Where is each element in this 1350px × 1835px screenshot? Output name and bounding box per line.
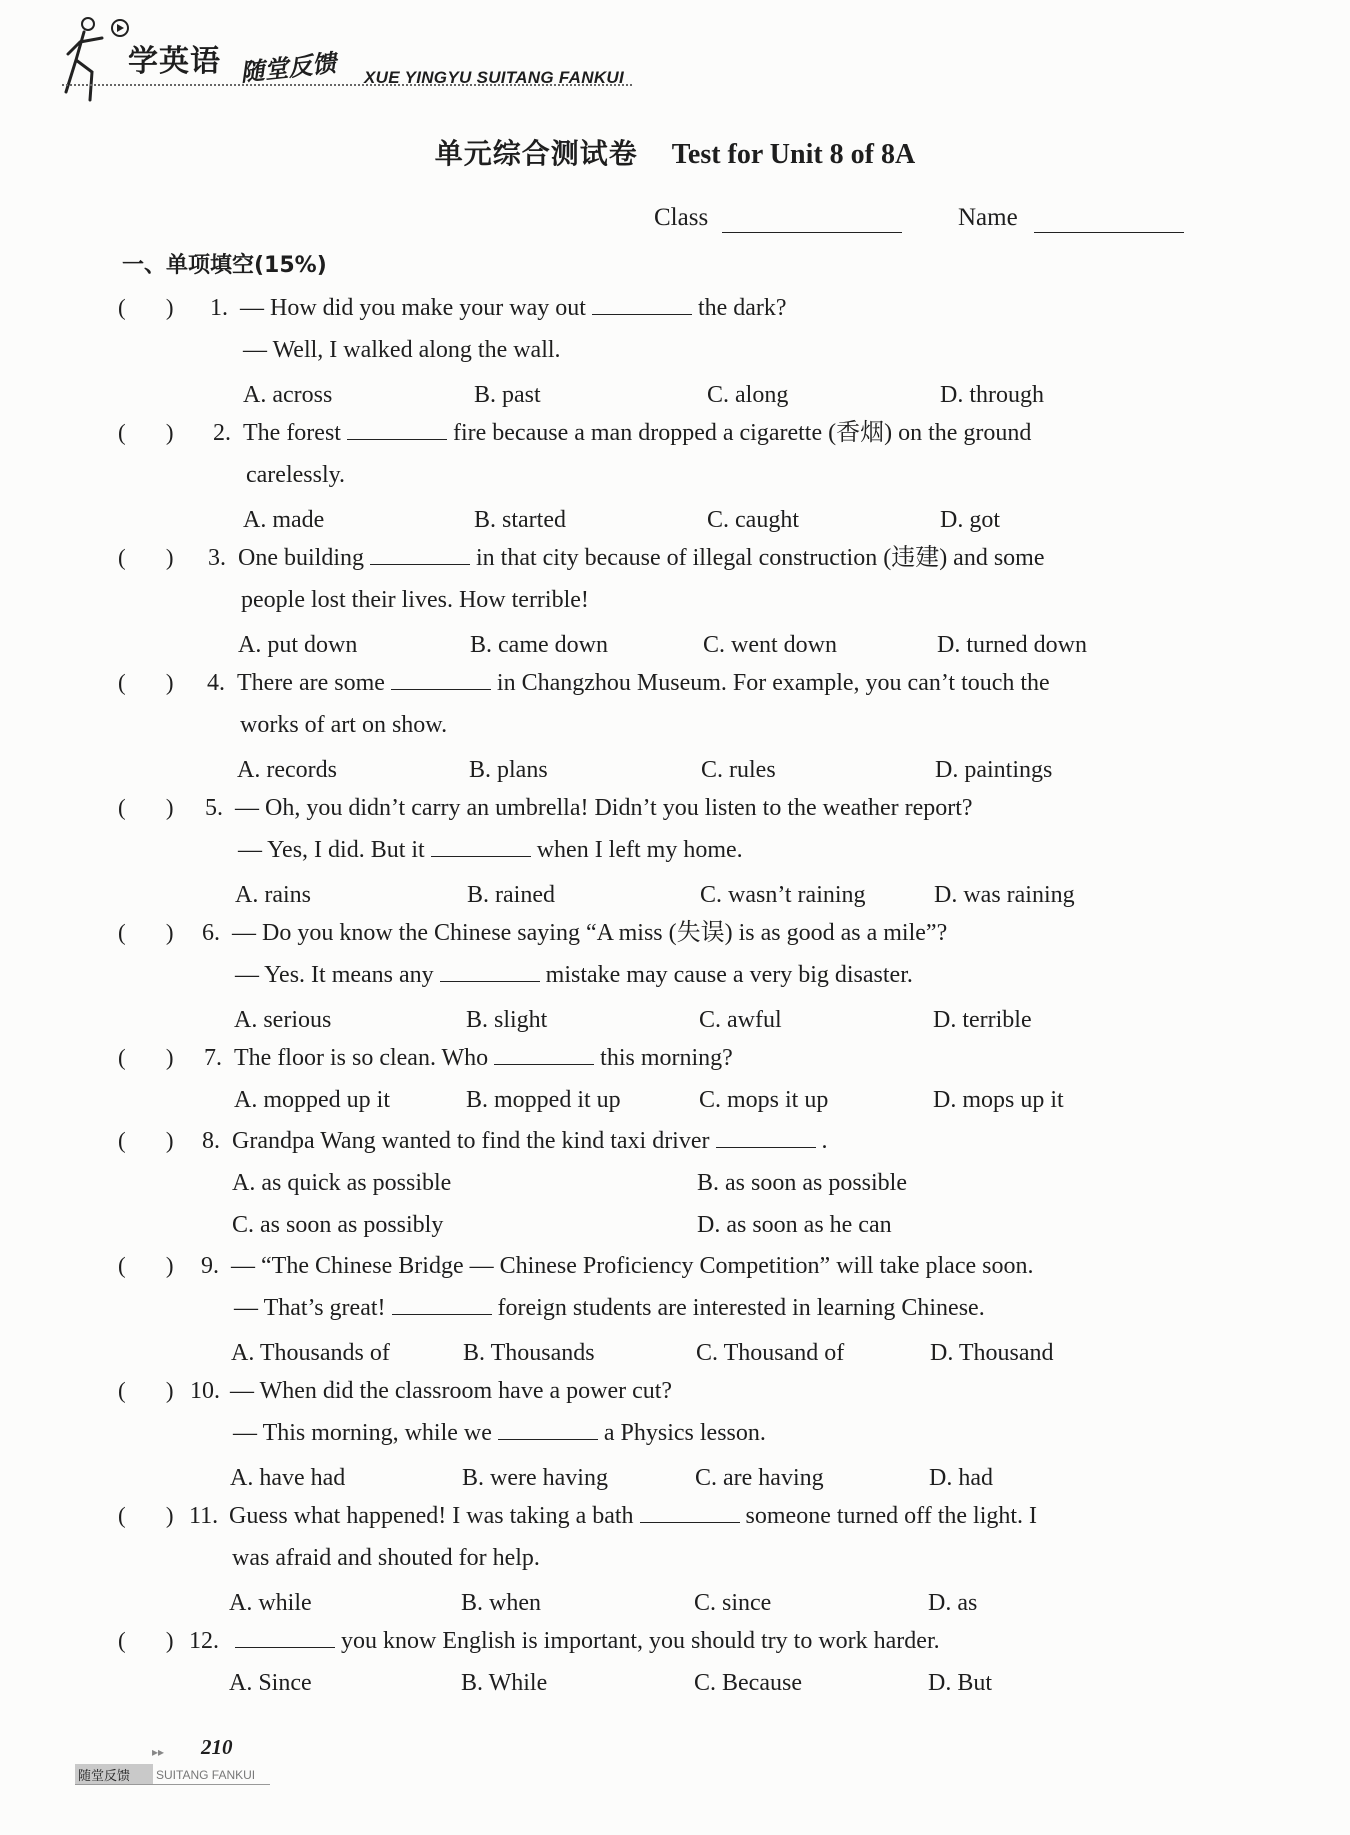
fill-blank[interactable] (498, 1419, 598, 1440)
question-text: — Well, I walked along the wall. (243, 337, 561, 363)
question-text: carelessly. (246, 462, 346, 488)
option-a[interactable]: A. while (229, 1590, 312, 1616)
question-text: The floor is so clean. Who (234, 1045, 489, 1071)
question-number: 3. (208, 545, 226, 571)
option-d[interactable]: D. as soon as he can (697, 1212, 892, 1238)
option-c[interactable]: C. caught (707, 507, 799, 533)
option-b[interactable]: B. slight (466, 1007, 548, 1033)
option-c[interactable]: C. Because (694, 1670, 802, 1696)
answer-parentheses[interactable]: ( ) (118, 1628, 174, 1653)
question-text: mistake may cause a very big disaster. (545, 962, 913, 988)
option-a[interactable]: A. across (243, 382, 333, 408)
question-text: — “The Chinese Bridge — Chinese Proficiency Competition” will take place soon. (231, 1253, 1034, 1279)
fill-blank[interactable] (440, 961, 540, 982)
runner-figure-icon (62, 14, 132, 102)
option-a[interactable]: A. serious (234, 1007, 332, 1033)
question-text: — Yes. It means any (235, 962, 434, 988)
question-line (235, 960, 913, 990)
question-line (235, 793, 973, 823)
option-b[interactable]: B. While (461, 1670, 548, 1696)
question-line (232, 1543, 540, 1573)
question-text: One building (238, 545, 364, 571)
question-text: — Oh, you didn’t carry an umbrella! Didn’t you listen to the weather report? (235, 795, 973, 821)
option-c[interactable]: C. went down (703, 632, 837, 658)
question-number: 2. (213, 420, 231, 446)
option-c[interactable]: C. since (694, 1590, 772, 1616)
answer-parentheses[interactable]: ( ) (118, 420, 174, 445)
question-text: fire because a man dropped a cigarette (香烟) on the ground (452, 420, 1032, 446)
question-number: 1. (210, 295, 228, 321)
answer-parentheses[interactable]: ( ) (118, 670, 174, 695)
name-blank[interactable] (1034, 232, 1184, 233)
question-text: — How did you make your way out (240, 295, 586, 321)
option-c[interactable]: C. mops it up (699, 1087, 829, 1113)
question-number: 5. (205, 795, 223, 821)
option-a[interactable]: A. Since (229, 1670, 312, 1696)
question-line (246, 460, 345, 490)
fill-blank[interactable] (592, 294, 692, 315)
question-line (237, 668, 1050, 698)
answer-parentheses[interactable]: ( ) (118, 795, 174, 820)
logo-pinyin: XUE YINGYU SUITANG FANKUI (364, 68, 625, 87)
question-line (234, 1293, 985, 1323)
question-text: . (821, 1128, 828, 1154)
question-number: 12. (189, 1628, 219, 1654)
answer-parentheses[interactable]: ( ) (118, 1378, 174, 1403)
question-text: — Yes, I did. But it (238, 837, 425, 863)
fill-blank[interactable] (716, 1127, 816, 1148)
page-title (0, 132, 1350, 172)
footer-chinese: 随堂反馈 (78, 1769, 131, 1784)
question-text: this morning? (600, 1045, 733, 1071)
option-a[interactable]: A. rains (235, 882, 311, 908)
question-line (229, 1626, 940, 1656)
question-line (243, 335, 561, 365)
question-line (238, 835, 743, 865)
question-line (241, 585, 589, 615)
question-text: someone turned off the light. I (745, 1503, 1038, 1529)
question-number: 7. (204, 1045, 222, 1071)
title-chinese: 单元综合测试卷 (434, 137, 638, 170)
option-a[interactable]: A. mopped up it (234, 1087, 390, 1113)
option-c[interactable]: C. rules (701, 757, 776, 783)
option-b[interactable]: B. mopped it up (466, 1087, 621, 1113)
footer-english: SUITANG FANKUI (156, 1768, 256, 1782)
question-line (240, 293, 787, 323)
name-label: Name (958, 204, 1018, 231)
option-b[interactable]: B. as soon as possible (697, 1170, 907, 1196)
question-text: people lost their lives. How terrible! (241, 587, 589, 613)
option-d[interactable]: D. mops up it (933, 1087, 1064, 1113)
fill-blank[interactable] (391, 669, 491, 690)
option-b[interactable]: B. Thousands (463, 1340, 595, 1366)
question-text: you know English is important, you should try to work harder. (341, 1628, 940, 1654)
fill-blank[interactable] (640, 1502, 740, 1523)
option-c[interactable]: C. awful (699, 1007, 782, 1033)
fill-blank[interactable] (347, 419, 447, 440)
logo-title: 学英语 (128, 44, 221, 79)
header (62, 14, 662, 104)
page-arrow-icon: ▸▸ (152, 1745, 165, 1759)
option-a[interactable]: A. have had (230, 1465, 346, 1491)
question-text: foreign students are interested in learning Chinese. (497, 1295, 985, 1321)
question-number: 10. (190, 1378, 220, 1404)
question-text: the dark? (697, 295, 787, 321)
question-text: works of art on show. (240, 712, 448, 738)
title-english: Test for Unit 8 of 8A (671, 139, 916, 170)
question-text: in that city because of illegal construction (违建) and some (476, 545, 1045, 571)
option-b[interactable]: B. were having (462, 1465, 608, 1491)
section-heading: 一、单项填空(15%) (122, 253, 327, 278)
question-text: was afraid and shouted for help. (232, 1545, 540, 1571)
question-text: The forest (243, 420, 341, 446)
logo-subtitle: 随堂反馈 (239, 49, 338, 87)
question-line (232, 1126, 828, 1156)
question-line (238, 543, 1045, 573)
option-a[interactable]: A. made (243, 507, 325, 533)
answer-parentheses[interactable]: ( ) (118, 1253, 174, 1278)
option-c[interactable]: C. are having (695, 1465, 824, 1491)
option-b[interactable]: B. plans (469, 757, 548, 783)
answer-parentheses[interactable]: ( ) (118, 920, 174, 945)
option-d[interactable]: D. through (940, 382, 1044, 408)
option-d[interactable]: D. Thousand (930, 1340, 1054, 1366)
question-text: a Physics lesson. (603, 1420, 766, 1446)
option-c[interactable]: C. along (707, 382, 789, 408)
answer-parentheses[interactable]: ( ) (118, 545, 174, 570)
option-b[interactable]: B. when (461, 1590, 541, 1616)
question-line (234, 1043, 733, 1073)
option-c[interactable]: C. wasn’t raining (700, 882, 866, 908)
question-line (230, 1376, 672, 1406)
question-line (243, 418, 1031, 448)
option-a[interactable]: A. records (237, 757, 337, 783)
header-divider (62, 84, 632, 86)
option-b[interactable]: B. rained (467, 882, 555, 908)
option-b[interactable]: B. started (474, 507, 566, 533)
fill-blank[interactable] (235, 1627, 335, 1648)
option-a[interactable]: A. put down (238, 632, 358, 658)
fill-blank[interactable] (431, 836, 531, 857)
question-text: in Changzhou Museum. For example, you can’t touch the (496, 670, 1050, 696)
option-d[interactable]: D. turned down (937, 632, 1087, 658)
question-line (231, 1251, 1033, 1281)
class-label: Class (654, 204, 709, 231)
option-d[interactable]: D. as (928, 1590, 978, 1616)
question-number: 6. (202, 920, 220, 946)
question-text: Grandpa Wang wanted to find the kind taxi driver (232, 1128, 710, 1154)
option-d[interactable]: D. paintings (935, 757, 1053, 783)
option-d[interactable]: D. But (928, 1670, 993, 1696)
question-text: There are some (237, 670, 385, 696)
option-b[interactable]: B. came down (470, 632, 608, 658)
page-number: 210 (201, 1735, 233, 1759)
footer-divider (75, 1784, 270, 1785)
question-number: 4. (207, 670, 225, 696)
question-number: 8. (202, 1128, 220, 1154)
question-line (229, 1501, 1037, 1531)
option-d[interactable]: D. was raining (934, 882, 1075, 908)
option-c[interactable]: C. Thousand of (696, 1340, 845, 1366)
answer-parentheses[interactable]: ( ) (118, 1503, 174, 1528)
option-d[interactable]: D. had (929, 1465, 993, 1491)
class-blank[interactable] (722, 232, 902, 233)
question-text: — This morning, while we (233, 1420, 492, 1446)
question-text: — Do you know the Chinese saying “A miss (失误) is as good as a mile”? (232, 920, 948, 946)
answer-parentheses[interactable]: ( ) (118, 1045, 174, 1070)
option-b[interactable]: B. past (474, 382, 541, 408)
question-line (232, 918, 947, 948)
question-line (240, 710, 447, 740)
question-text: when I left my home. (536, 837, 743, 863)
question-line (233, 1418, 766, 1448)
question-number: 11. (189, 1503, 219, 1529)
question-text: — When did the classroom have a power cut? (230, 1378, 673, 1404)
option-c[interactable]: C. as soon as possibly (232, 1212, 444, 1238)
option-d[interactable]: D. got (940, 507, 1000, 533)
option-d[interactable]: D. terrible (933, 1007, 1032, 1033)
fill-blank[interactable] (392, 1294, 492, 1315)
question-text: Guess what happened! I was taking a bath (229, 1503, 634, 1529)
fill-blank[interactable] (494, 1044, 594, 1065)
question-number: 9. (201, 1253, 219, 1279)
answer-parentheses[interactable]: ( ) (118, 1128, 174, 1153)
option-a[interactable]: A. Thousands of (231, 1340, 390, 1366)
option-a[interactable]: A. as quick as possible (232, 1170, 452, 1196)
answer-parentheses[interactable]: ( ) (118, 295, 174, 320)
fill-blank[interactable] (370, 544, 470, 565)
question-text: — That’s great! (234, 1295, 386, 1321)
